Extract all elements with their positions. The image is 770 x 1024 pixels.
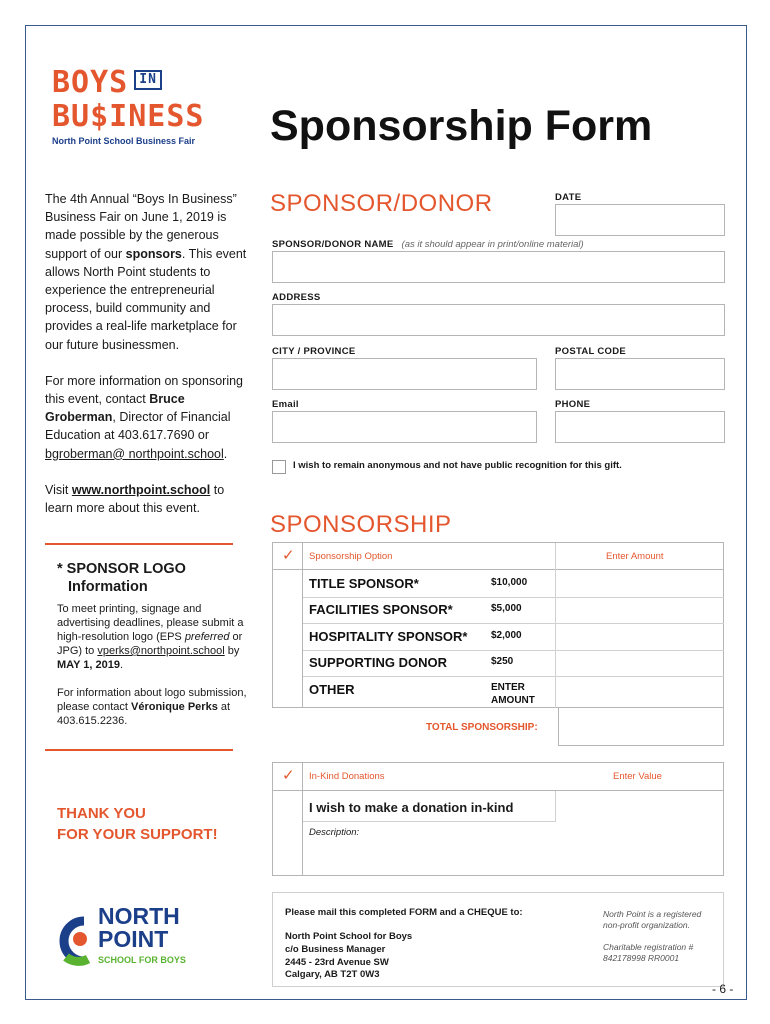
divider (45, 749, 233, 751)
amount-supporting-donor: $250 (491, 656, 514, 667)
option-other[interactable]: OTHER (309, 682, 355, 697)
sponsor-name-field[interactable] (272, 251, 725, 283)
inkind-option[interactable]: I wish to make a donation in-kind (309, 800, 514, 815)
option-facilities-sponsor[interactable]: FACILITIES SPONSOR* (309, 602, 453, 617)
address-field[interactable] (272, 304, 725, 336)
inkind-table (272, 762, 724, 876)
checkmark-icon: ✓ (282, 767, 295, 784)
city-field[interactable] (272, 358, 537, 390)
north-point-emblem-icon (54, 913, 96, 969)
anonymous-label: I wish to remain anonymous and not have public recognition for this gift. (293, 460, 622, 471)
north-point-logo: NORTH POINT SCHOOL FOR BOYS (54, 905, 214, 975)
date-label: DATE (555, 192, 582, 203)
page-number: - 6 - (712, 982, 734, 996)
charity-registration: Charitable registration # 842178998 RR0001 (603, 942, 694, 963)
address-label: ADDRESS (272, 292, 321, 303)
sponsor-name-label: SPONSOR/DONOR NAME (as it should appear in print/online material) (272, 239, 584, 250)
total-sponsorship-label: TOTAL SPONSORSHIP: (426, 722, 538, 733)
divider (45, 543, 233, 545)
intro-text: The 4th Annual “Boys In Business” Business Fair on June 1, 2019 is made possible by the generous support of our sponsors. This event allows North Point students to experience the entrepreneurial process, build community and provides a real-life marketplace for our future businessmen. For more information on sponsoring this event, contact Bruce Groberman, Director of Financial Education at 403.617.7690 or bgroberman@ northpoint.school. Visit www.northpoint.school to learn more about this event. (45, 192, 247, 516)
thank-you-text: THANK YOU FOR YOUR SUPPORT! (57, 805, 218, 843)
amount-header: Enter Amount (606, 551, 664, 562)
contact-email-link[interactable]: bgroberman@ northpoint.school (45, 446, 224, 461)
boys-in-business-logo: BOYS IN BU$INESS North Point School Business Fair (52, 65, 205, 146)
amount-facilities-sponsor: $5,000 (491, 603, 522, 614)
city-label: CITY / PROVINCE (272, 346, 356, 357)
mailing-address: North Point School for Boys c/o Business Manager 2445 - 23rd Avenue SW Calgary, AB T2T 0W3 (285, 931, 413, 981)
website-link[interactable]: www.northpoint.school (71, 482, 211, 497)
amount-title-sponsor: $10,000 (491, 577, 528, 588)
total-sponsorship-field[interactable] (558, 708, 724, 746)
amount-hospitality-sponsor: $2,000 (491, 630, 522, 641)
description-label: Description: (309, 827, 360, 838)
check-column (273, 763, 303, 875)
email-label: Email (272, 399, 299, 410)
postal-code-field[interactable] (555, 358, 725, 390)
amount-other: ENTER AMOUNT (491, 682, 535, 706)
phone-field[interactable] (555, 411, 725, 443)
sponsorship-heading: SPONSORSHIP (270, 511, 452, 538)
sponsor-donor-heading: SPONSOR/DONOR (270, 190, 493, 217)
option-title-sponsor[interactable]: TITLE SPONSOR* (309, 576, 419, 591)
date-field[interactable] (555, 204, 725, 236)
option-supporting-donor[interactable]: SUPPORTING DONOR (309, 655, 447, 670)
email-field[interactable] (272, 411, 537, 443)
option-header: Sponsorship Option (309, 551, 393, 562)
sponsor-logo-info: * SPONSOR LOGO Information To meet printing, signage and advertising deadlines, please submit a high-resolution logo (EPS preferred or JPG) to vperks@northpoint.school by MAY 1, 2019. For information about logo submission, please contact Véronique Perks at 403.615.2236. (57, 561, 247, 727)
postal-label: POSTAL CODE (555, 346, 627, 357)
phone-label: PHONE (555, 399, 591, 410)
inkind-header: In-Kind Donations (309, 771, 385, 782)
anonymous-checkbox[interactable] (272, 460, 286, 474)
checkmark-icon: ✓ (282, 547, 295, 564)
value-header: Enter Value (613, 771, 662, 782)
option-hospitality-sponsor[interactable]: HOSPITALITY SPONSOR* (309, 629, 468, 644)
sponsorship-table (272, 542, 724, 708)
page-title: Sponsorship Form (270, 102, 653, 150)
logo-email-link[interactable]: vperks@northpoint.school (97, 645, 225, 657)
mailing-info: Please mail this completed FORM and a CHEQUE to: North Point School for Boys c/o Business Manager 2445 - 23rd Avenue SW Calgary, AB T2T 0W3 North Point is a registered non-profit organization. Charitable registration # 842178998 RR0001 (272, 892, 724, 987)
nonprofit-note: North Point is a registered non-profit organization. (603, 909, 702, 930)
